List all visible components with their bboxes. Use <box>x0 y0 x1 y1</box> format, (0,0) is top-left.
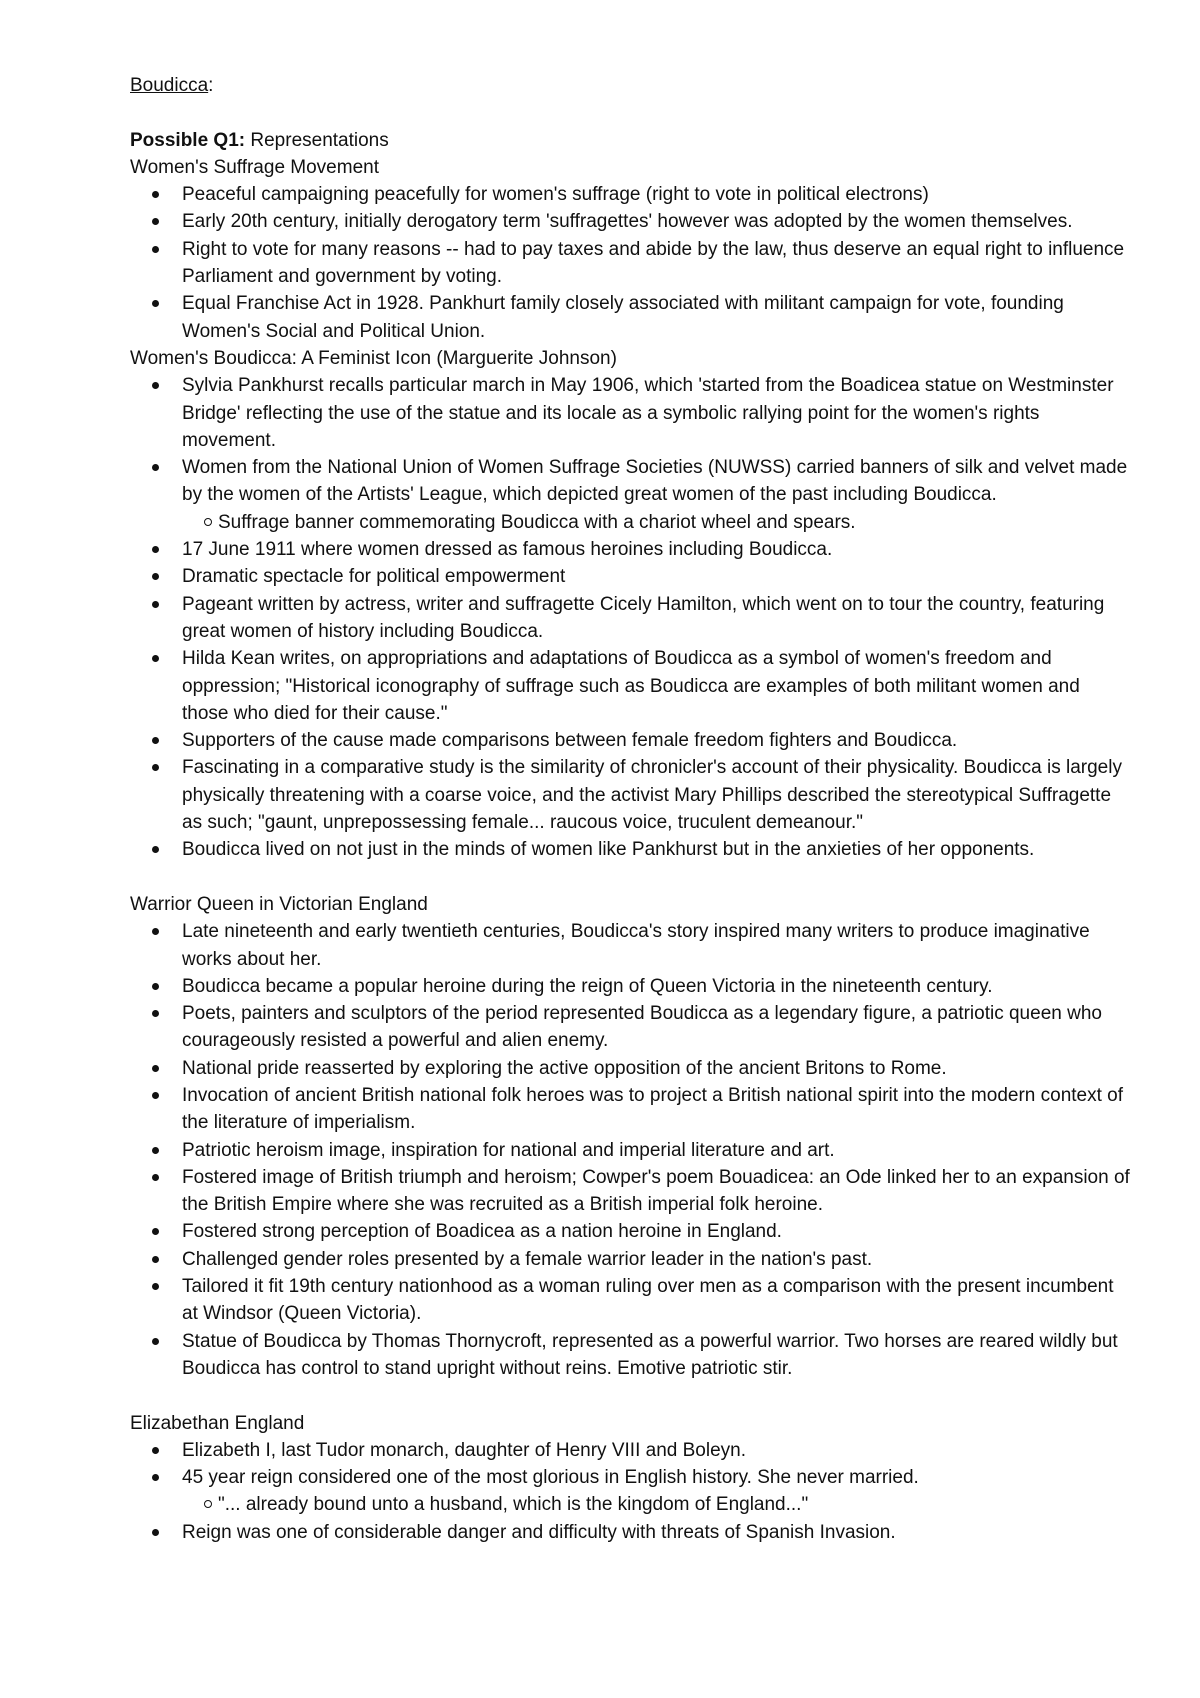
bullet-item: Dramatic spectacle for political empowerment <box>130 563 1130 590</box>
sub-bullet-item: "... already bound unto a husband, which is the kingdom of England..." <box>130 1491 1130 1518</box>
bullet-item: Fostered strong perception of Boadicea as a nation heroine in England. <box>130 1218 1130 1245</box>
bullet-item: Statue of Boudicca by Thomas Thornycroft, represented as a powerful warrior. Two horses are reared wildly but Boudicca has control to stand upright without reins. Emotive patriotic stir. <box>130 1328 1130 1383</box>
bullet-list <box>130 181 1130 345</box>
spacer <box>130 1382 1130 1409</box>
bullet-item: Sylvia Pankhurst recalls particular march in May 1906, which 'started from the Boadicea statue on Westminster Bridge' reflecting the use of the statue and its locale as a symbolic rallying point for the women's rights movement. <box>130 372 1130 454</box>
sub-bullet-item: Suffrage banner commemorating Boudicca with a chariot wheel and spears. <box>130 509 1130 536</box>
bullet-list <box>130 1437 1130 1546</box>
bullet-item: Peaceful campaigning peacefully for women's suffrage (right to vote in political electrons) <box>130 181 1130 208</box>
bullet-item: Reign was one of considerable danger and difficulty with threats of Spanish Invasion. <box>130 1519 1130 1546</box>
bullet-item: Poets, painters and sculptors of the period represented Boudicca as a legendary figure, a patriotic queen who courageously resisted a powerful and alien enemy. <box>130 1000 1130 1055</box>
bullet-item: 17 June 1911 where women dressed as famous heroines including Boudicca. <box>130 536 1130 563</box>
bullet-item: National pride reasserted by exploring the active opposition of the ancient Britons to Rome. <box>130 1055 1130 1082</box>
bullet-list <box>130 918 1130 1382</box>
title-colon: : <box>208 75 214 96</box>
sections-container <box>130 154 1130 1546</box>
bullet-item: Supporters of the cause made comparisons between female freedom fighters and Boudicca. <box>130 727 1130 754</box>
bullet-item: Fascinating in a comparative study is the similarity of chronicler's account of their physicality. Boudicca is largely physically threatening with a coarse voice, and the activist Mary Phillips described the stereotypical Suffragette as such; "gaunt, unprepossessing female... raucous voice, truculent demeanour." <box>130 754 1130 836</box>
spacer <box>130 99 1130 126</box>
question-line <box>130 127 1130 154</box>
question-text: Representations <box>245 129 389 151</box>
bullet-item: Right to vote for many reasons -- had to pay taxes and abide by the law, thus deserve an equal right to influence Parliament and government by voting. <box>130 236 1130 291</box>
section-heading: Women's Suffrage Movement <box>130 156 379 178</box>
section-heading: Elizabethan England <box>130 1412 305 1434</box>
bullet-item: Fostered image of British triumph and heroism; Cowper's poem Bouadicea: an Ode linked her to an expansion of the British Empire where she was recruited as a British imperial folk heroine. <box>130 1164 1130 1219</box>
bullet-item: Late nineteenth and early twentieth centuries, Boudicca's story inspired many writers to produce imaginative works about her. <box>130 918 1130 973</box>
document-title <box>130 72 1130 99</box>
bullet-item: Boudicca became a popular heroine during the reign of Queen Victoria in the nineteenth century. <box>130 973 1130 1000</box>
bullet-item: Early 20th century, initially derogatory term 'suffragettes' however was adopted by the women themselves. <box>130 208 1130 235</box>
bullet-list <box>130 372 1130 863</box>
title-text: Boudicca <box>130 75 209 96</box>
bullet-item: 45 year reign considered one of the most glorious in English history. She never married. <box>130 1464 1130 1491</box>
bullet-item: Tailored it fit 19th century nationhood as a woman ruling over men as a comparison with the present incumbent at Windsor (Queen Victoria). <box>130 1273 1130 1328</box>
bullet-item: Patriotic heroism image, inspiration for national and imperial literature and art. <box>130 1137 1130 1164</box>
document-page <box>130 72 1130 1546</box>
bullet-item: Elizabeth I, last Tudor monarch, daughter of Henry VIII and Boleyn. <box>130 1437 1130 1464</box>
section-heading: Warrior Queen in Victorian England <box>130 893 428 915</box>
bullet-item: Hilda Kean writes, on appropriations and adaptations of Boudicca as a symbol of women's freedom and oppression; "Historical iconography of suffrage such as Boudicca are examples of both militant women and those who died for their cause." <box>130 645 1130 727</box>
bullet-item: Invocation of ancient British national folk heroes was to project a British national spirit into the modern context of the literature of imperialism. <box>130 1082 1130 1137</box>
section-heading: Women's Boudicca: A Feminist Icon (Marguerite Johnson) <box>130 347 617 369</box>
question-label: Possible Q1: <box>130 129 246 151</box>
bullet-item: Pageant written by actress, writer and suffragette Cicely Hamilton, which went on to tour the country, featuring great women of history including Boudicca. <box>130 591 1130 646</box>
bullet-item: Challenged gender roles presented by a female warrior leader in the nation's past. <box>130 1246 1130 1273</box>
bullet-item: Equal Franchise Act in 1928. Pankhurt family closely associated with militant campaign for vote, founding Women's Social and Political Union. <box>130 290 1130 345</box>
bullet-item: Women from the National Union of Women Suffrage Societies (NUWSS) carried banners of silk and velvet made by the women of the Artists' League, which depicted great women of the past including Boudicca. <box>130 454 1130 509</box>
spacer <box>130 864 1130 891</box>
bullet-item: Boudicca lived on not just in the minds of women like Pankhurst but in the anxieties of her opponents. <box>130 836 1130 863</box>
